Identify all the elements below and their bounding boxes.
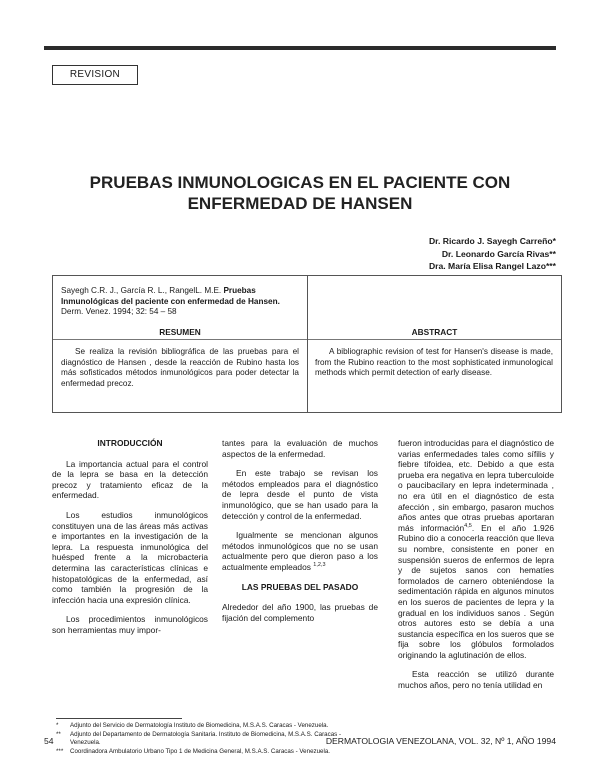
footnote-rule bbox=[56, 718, 182, 719]
paragraph: tantes para la evaluación de muchos aspectos de la enfermedad. bbox=[222, 438, 378, 459]
column-2 bbox=[222, 438, 378, 632]
paragraph: La importancia actual para el control de la lepra se basa en la detección precoz y tratamiento eficaz de la enfermedad. bbox=[52, 458, 208, 501]
introduccion-heading: INTRODUCCIÓN bbox=[97, 438, 163, 448]
paragraph-text: fueron introducidas para el diagnóstico de varias enfermedades tales como sífilis y fiebre tifoidea, etc. Debido a que esta prueba era negativa en lepra tuberculoide o paucibacilary en lepra indeterminada , no era útil en el diagnóstico de esta afección , sin embargo, pasaron muchos años antes que otras pruebas aportaran más información bbox=[398, 438, 554, 533]
resumen-heading: RESUMEN bbox=[159, 327, 201, 337]
footnote bbox=[56, 731, 346, 747]
paragraph bbox=[398, 438, 554, 660]
author-list bbox=[429, 235, 556, 273]
author-1: Dr. Ricardo J. Sayegh Carreño* bbox=[428, 236, 556, 246]
abstract-heading: ABSTRACT bbox=[411, 327, 458, 337]
column-3 bbox=[398, 438, 554, 700]
paragraph: Los procedimientos inmunológicos son herramientas muy impor- bbox=[52, 614, 208, 635]
footnote-mark: * bbox=[56, 722, 59, 729]
resumen-rule bbox=[53, 339, 307, 340]
abstract-divider bbox=[307, 276, 308, 412]
reference-marker: 4,5 bbox=[464, 522, 472, 529]
pruebas-pasado-heading: LAS PRUEBAS DEL PASADO bbox=[241, 581, 359, 592]
footnote-mark: *** bbox=[56, 748, 64, 755]
citation-authors: Sayegh C.R. J., García R. L., RangelL. M.E. bbox=[61, 286, 222, 295]
resumen-text: Se realiza la revisión bibliográfica de las pruebas para el diagnóstico de Hansen , desde la reacción de Rubino hasta los más sofisticados métodos inmunológicos para poder detectar la enfermedad precoz. bbox=[61, 347, 299, 388]
reference-marker: 1,2,3 bbox=[313, 562, 326, 569]
citation-journal: Derm. Venez. 1994; 32: 54 – 58 bbox=[61, 307, 177, 316]
abstract-rule bbox=[308, 339, 561, 340]
footnote-text: Adjunto del Departamento de Dermatología Sanitaria. Instituto de Biomedicina, M.S.A.S. Caracas - Venezuela. bbox=[70, 731, 342, 746]
top-rule bbox=[44, 46, 556, 50]
page-number: 54 bbox=[44, 736, 54, 746]
paragraph: Alrededor del año 1900, las pruebas de fijación del complemento bbox=[222, 602, 378, 623]
paragraph: Los estudios inmunológicos constituyen una de las áreas más activas e importantes en la investigación de la lepra. La respuesta inmunológica del huésped frente a la microbacteria determina las características clínicas e histopatológicas de la enfermedad, así como también la progresión de la infección hacia una expresión clínica. bbox=[52, 509, 208, 605]
footnote-mark: ** bbox=[56, 731, 61, 738]
journal-footer: DERMATOLOGIA VENEZOLANA, VOL. 32, Nº 1, AÑO 1994 bbox=[325, 736, 556, 746]
section-tag: REVISION bbox=[52, 65, 138, 85]
footnote bbox=[56, 748, 346, 756]
paragraph: En este trabajo se revisan los métodos empleados para el diagnóstico de lepra desde el punto de vista inmunológico, que se han usado para la detección y control de la enfermedad. bbox=[222, 468, 378, 521]
footnote-text: Coordinadora Ambulatorio Urbano Tipo 1 de Medicina General, M.S.A.S. Caracas - Venezuela. bbox=[70, 748, 331, 755]
author-3: Dra. María Elisa Rangel Lazo*** bbox=[428, 261, 556, 271]
author-2: Dr. Leonardo García Rivas** bbox=[441, 248, 556, 259]
citation bbox=[61, 286, 301, 318]
footnote-text: Adjunto del Servicio de Dermatología Instituto de Biomedicina, M.S.A.S. Caracas - Venezuela. bbox=[70, 722, 329, 729]
paragraph-text: . En el año 1.926 Rubino dio a conocerla reacción que lleva su nombre, consistente en poner en suspensión sueros de enfermos de lepra y de sujetos sanos con hematíes formolados de carnero obteniéndose la sedimentación rápida en algunos minutos en los sueros de pacientes de lepra y la gradual en los individuos sanos . Según otros autores esto se debía a una sustancia específica en los sueros que se fija sobre los glóbulos formolados originando la aglutinación de ellos. bbox=[398, 522, 554, 660]
abstract-box bbox=[52, 275, 562, 413]
citation-title: Pruebas Inmunológicas del paciente con enfermedad de Hansen. bbox=[61, 286, 280, 306]
paragraph: Esta reacción se utilizó durante muchos años, pero no tenía utilidad en bbox=[398, 669, 554, 691]
footnotes bbox=[56, 722, 346, 757]
article-title: PRUEBAS INMUNOLOGICAS EN EL PACIENTE CON ENFERMEDAD DE HANSEN bbox=[89, 173, 511, 213]
paragraph-text: Igualmente se mencionan algunos métodos inmunológicos que no se usan actualmente pero que dieron paso a los actualmente empleados bbox=[222, 530, 378, 572]
footnote bbox=[56, 722, 346, 730]
paragraph bbox=[222, 530, 378, 572]
column-1 bbox=[52, 438, 208, 645]
abstract-text: A bibliographic revision of test for Hansen's disease is made, from the Rubino reaction to the most sophisticated inmunological methods which permit detection of early disease. bbox=[315, 347, 553, 377]
